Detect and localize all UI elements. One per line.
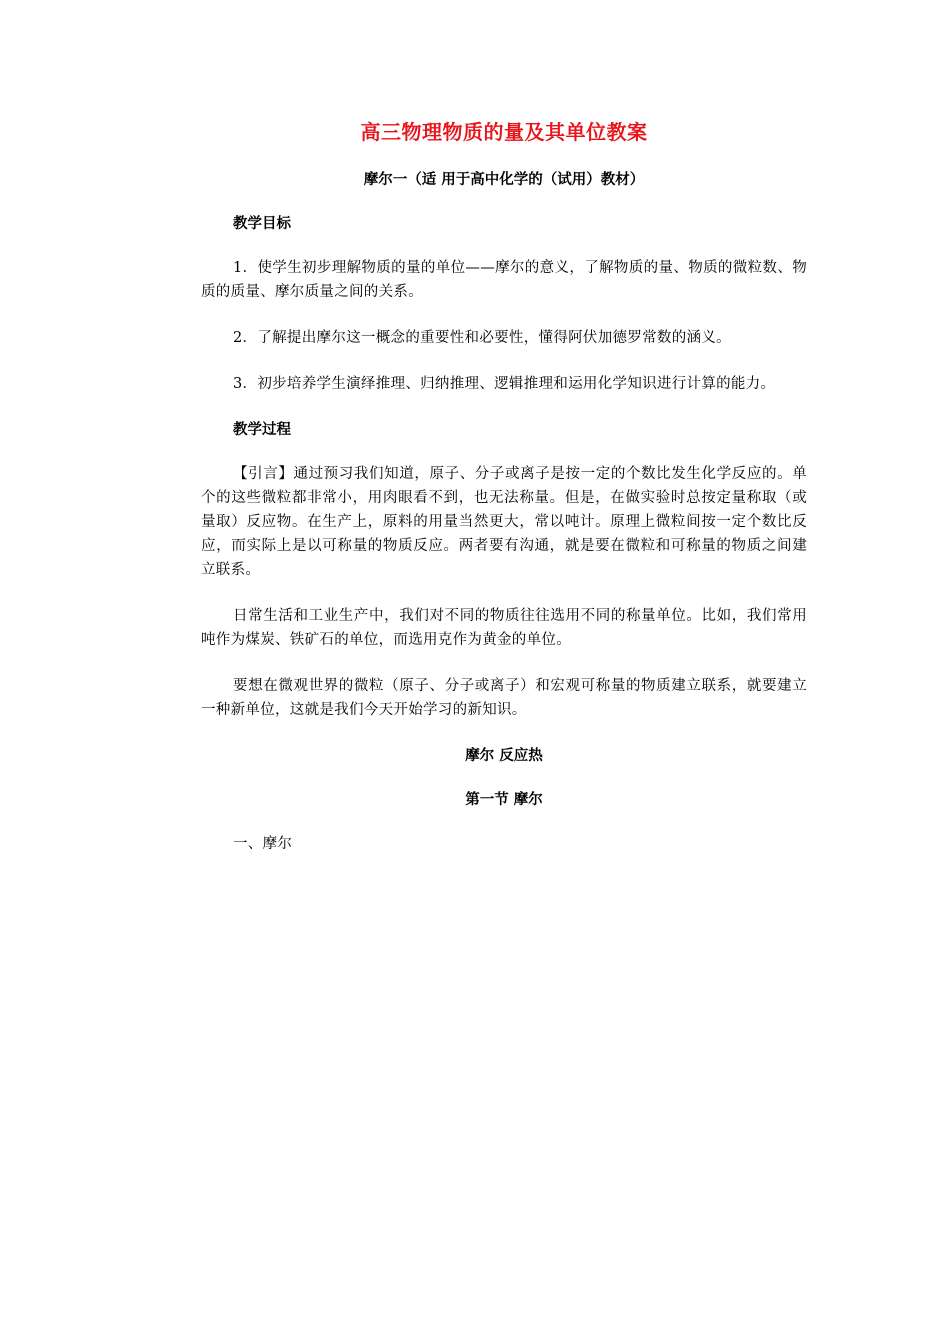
item-one: 一、摩尔	[233, 836, 293, 852]
chapter-heading: 摩尔 反应热	[465, 748, 543, 764]
document-subtitle: 摩尔一（适 用于高中化学的（试用）教材）	[363, 172, 645, 188]
document-title: 高三物理物质的量及其单位教案	[360, 120, 648, 144]
goal-paragraph-3: 3．初步培养学生演绎推理、归纳推理、逻辑推理和运用化学知识进行计算的能力。	[233, 376, 776, 392]
section-heading-process: 教学过程	[233, 422, 291, 438]
intro-tag: 【引言】	[233, 466, 294, 482]
intro-paragraph	[201, 462, 807, 582]
document-page	[201, 118, 807, 878]
new-unit-paragraph: 要想在微观世界的微粒（原子、分子或离子）和宏观可称量的物质建立联系，就要建立一种新单位，这就是我们今天开始学习的新知识。	[201, 678, 807, 718]
goal-paragraph-2: 2．了解提出摩尔这一概念的重要性和必要性，懂得阿伏加德罗常数的涵义。	[233, 330, 731, 346]
daily-life-paragraph: 日常生活和工业生产中，我们对不同的物质往往选用不同的称量单位。比如，我们常用吨作为煤炭、铁矿石的单位，而选用克作为黄金的单位。	[201, 608, 807, 648]
section-heading-goals: 教学目标	[233, 216, 291, 232]
section-heading-mole: 第一节 摩尔	[465, 792, 543, 808]
goal-paragraph-1: 1．使学生初步理解物质的量的单位——摩尔的意义，了解物质的量、物质的微粒数、物质的质量、摩尔质量之间的关系。	[201, 260, 807, 300]
intro-text: 通过预习我们知道，原子、分子或离子是按一定的个数比发生化学反应的。单个的这些微粒都非常小，用肉眼看不到，也无法称量。但是，在做实验时总按定量称取（或量取）反应物。在生产上，原料的用量当然更大，常以吨计。原理上微粒间按一定个数比反应，而实际上是以可称量的物质反应。两者要有沟通，就是要在微粒和可称量的物质之间建立联系。	[201, 466, 807, 578]
